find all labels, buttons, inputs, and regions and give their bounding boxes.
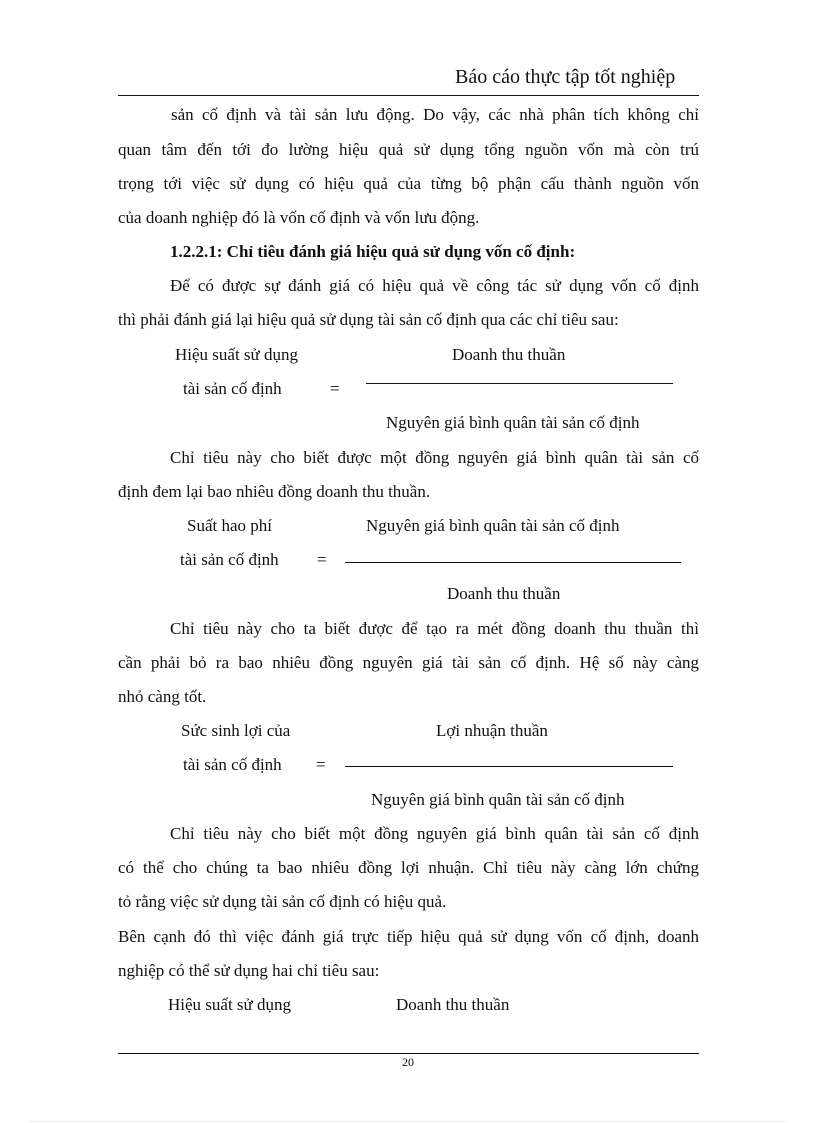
page-edge-divider — [30, 1121, 786, 1122]
text-line: nghiệp có thể sử dụng hai chỉ tiêu sau: — [118, 961, 380, 980]
formula-numerator: Doanh thu thuần — [396, 995, 510, 1014]
formula-label: Suất hao phí — [187, 516, 272, 535]
text-line: Bên cạnh đó thì việc đánh giá trực tiếp hiệu quả sử dụng vốn cố định, doanh — [118, 927, 699, 946]
text-line: thì phải đánh giá lại hiệu quả sử dụng tài sản cố định qua các chỉ tiêu sau: — [118, 310, 619, 329]
text-line: Chỉ tiêu này cho biết được một đồng nguyên giá bình quân tài sản cố — [170, 448, 699, 467]
text-line: có thể cho chúng ta bao nhiêu đồng lợi nhuận. Chỉ tiêu này càng lớn chứng — [118, 858, 699, 877]
text-line: sản cố định và tài sản lưu động. Do vậy, các nhà phân tích không chỉ — [171, 105, 699, 124]
text-line: trọng tới việc sử dụng có hiệu quả của từng bộ phận cấu thành nguồn vốn — [118, 174, 699, 193]
fraction-bar — [345, 562, 681, 563]
formula-numerator: Doanh thu thuần — [452, 345, 566, 364]
formula-numerator: Lợi nhuận thuần — [436, 721, 548, 740]
equals-sign: = — [316, 755, 326, 774]
text-line: cần phải bỏ ra bao nhiêu đồng nguyên giá tài sản cố định. Hệ số này càng — [118, 653, 699, 672]
footer-rule — [118, 1053, 699, 1054]
formula-numerator: Nguyên giá bình quân tài sản cố định — [366, 516, 620, 535]
formula-denominator: Nguyên giá bình quân tài sản cố định — [386, 413, 640, 432]
fraction-bar — [366, 383, 673, 384]
text-line: quan tâm đến tới đo lường hiệu quả sử dụng tổng nguồn vốn mà còn trú — [118, 140, 699, 159]
fraction-bar — [345, 766, 673, 767]
formula-label: tài sản cố định — [180, 550, 279, 569]
equals-sign: = — [317, 550, 327, 569]
formula-label: tài sản cố định — [183, 755, 282, 774]
text-line: tỏ rằng việc sử dụng tài sản cố định có hiệu quả. — [118, 892, 447, 911]
header-rule — [118, 95, 699, 96]
formula-denominator: Doanh thu thuần — [447, 584, 561, 603]
text-line: nhỏ càng tốt. — [118, 687, 207, 706]
formula-label: Sức sinh lợi của — [181, 721, 291, 740]
formula-label: Hiệu suất sử dụng — [168, 995, 292, 1014]
text-line: Chỉ tiêu này cho biết một đồng nguyên giá bình quân tài sản cố định — [170, 824, 699, 843]
text-line: Chỉ tiêu này cho ta biết được để tạo ra mét đồng doanh thu thuần thì — [170, 619, 699, 638]
page-number: 20 — [402, 1055, 414, 1069]
text-line: định đem lại bao nhiêu đồng doanh thu thuần. — [118, 482, 431, 501]
section-heading: 1.2.2.1: Chỉ tiêu đánh giá hiệu quả sử dụng vốn cố định: — [170, 242, 576, 261]
text-line: Để có được sự đánh giá có hiệu quả về công tác sử dụng vốn cố định — [170, 276, 699, 295]
page-header-title: Báo cáo thực tập tốt nghiệp — [455, 66, 676, 88]
text-line: của doanh nghiệp đó là vốn cố định và vốn lưu động. — [118, 208, 480, 227]
equals-sign: = — [330, 379, 340, 398]
formula-denominator: Nguyên giá bình quân tài sản cố định — [371, 790, 625, 809]
formula-label: tài sản cố định — [183, 379, 282, 398]
formula-label: Hiệu suất sử dụng — [175, 345, 299, 364]
